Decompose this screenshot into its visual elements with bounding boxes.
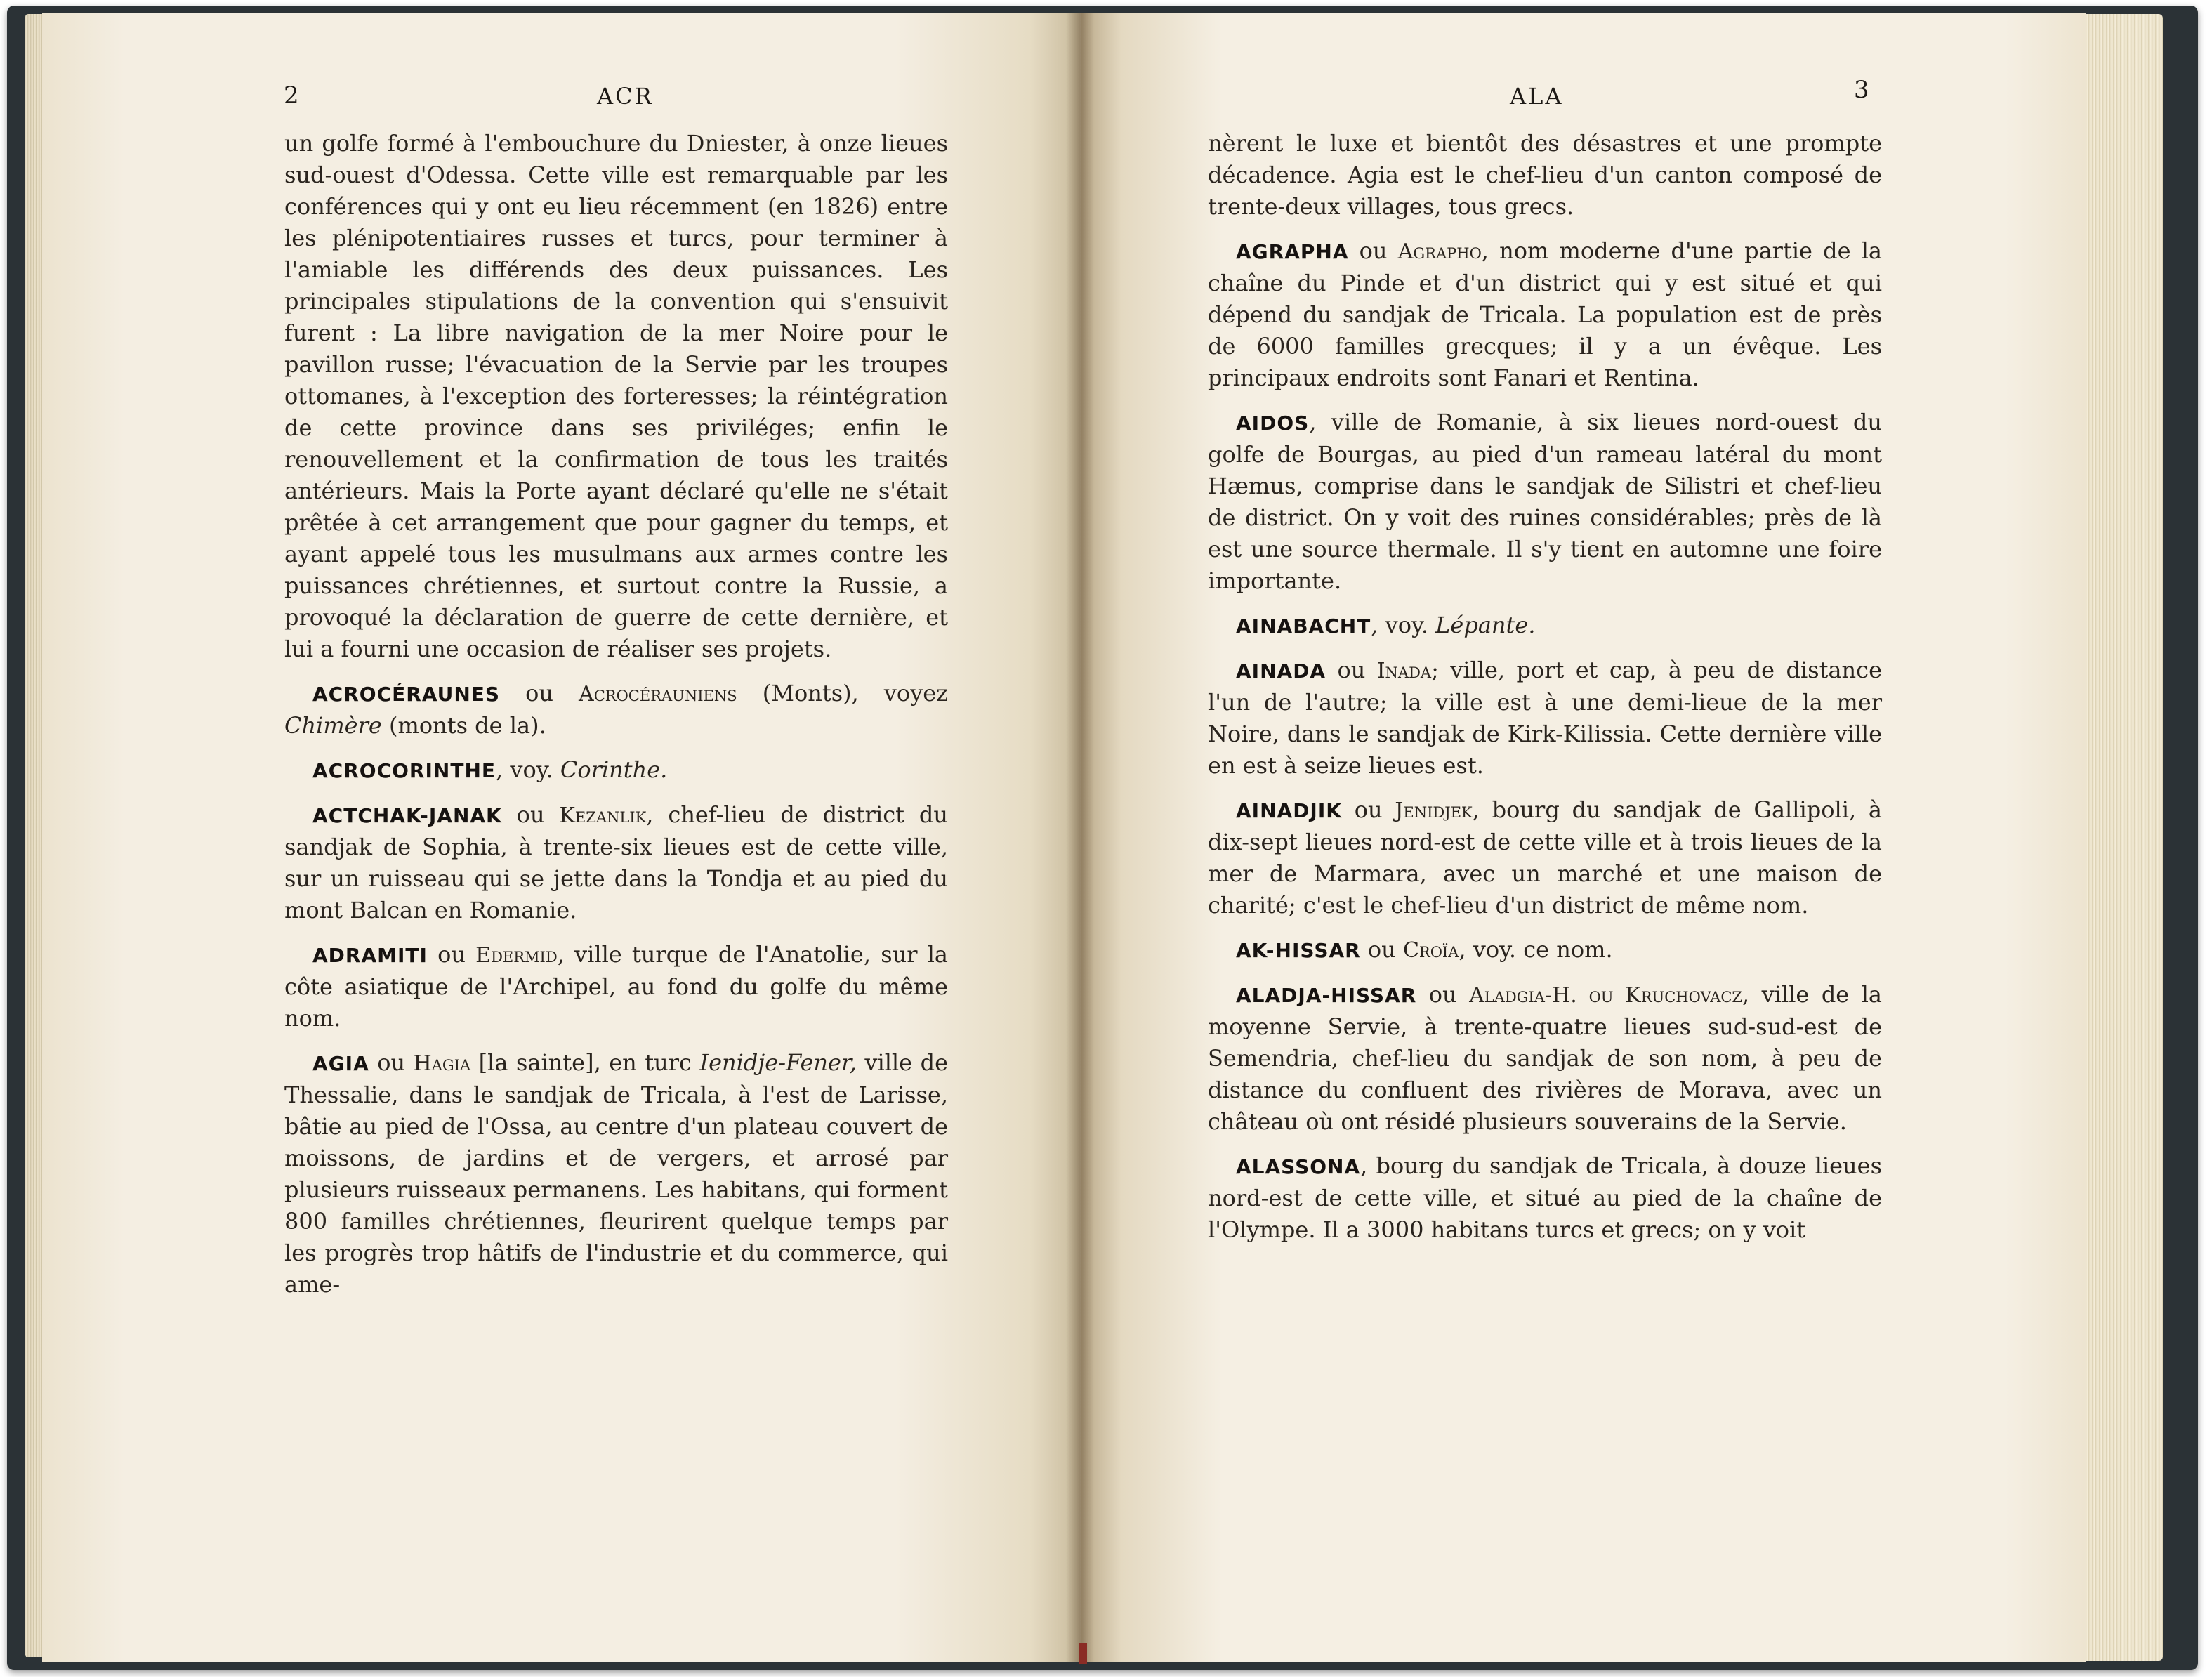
entry-body: , bourg du sandjak de Tricala, à douze lieues nord-est de cette ville, et situé au pied de la chaîne de l'Olympe. Il a 3000 habitans turcs et grecs; on y voit: [1208, 1152, 1882, 1243]
entry-body: , ville turque de l'Anatolie, sur la côte asiatique de l'Archipel, au fond du golfe du même nom.: [284, 941, 948, 1032]
entry-variant-name: Inada: [1376, 659, 1432, 683]
entry-headword: AINABACHT: [1236, 614, 1371, 638]
entry-body-continued: (monts de la).: [389, 712, 546, 739]
entry-headword: ACROCORINTHE: [312, 759, 496, 782]
paragraph-text: nèrent le luxe et bientôt des désastres et une prompte décadence. Agia est le chef-lieu d'un canton composé de trente-deux villages, tous grecs.: [1208, 130, 1882, 220]
dictionary-entry: [1208, 934, 1882, 966]
entry-body-continued: ville de Thessalie, dans le sandjak de Tricala, à l'est de Larisse, bâtie au pied de l'Ossa, au centre d'un plateau couvert de moissons, de jardins et de vergers, et arrosé par plusieurs ruisseaux permanens. Les habitans, qui forment 800 familles chrétiennes, fleurirent quelque temps par les progrès trop hâtifs de l'industrie et du commerce, qui ame-: [284, 1049, 948, 1298]
entry-headword: ALADJA-HISSAR: [1236, 984, 1417, 1007]
dictionary-entry: [1208, 407, 1882, 597]
entry-body: , voy. ce nom.: [1459, 936, 1613, 963]
dictionary-entry: [284, 939, 948, 1034]
entry-text: ALADJA-HISSAR ou Aladgia-H. ou Kruchovacz, ville de la moyenne Servie, à trente-quatre lieues sud-sud-est de Semendria, chef-lieu du sandjak de son nom, à peu de distance du confluent des rivières de Morava, avec un château où ont résidé plusieurs souverains de la Servie.: [1208, 981, 1883, 1135]
entry-headword: AGIA: [312, 1052, 369, 1075]
entry-text: ACROCÉRAUNES ou Acrocérauniens (Monts), voyez Chimère (monts de la).: [284, 680, 949, 739]
continued-paragraph: [1208, 128, 1882, 223]
right-running-head: ALA: [1510, 83, 1564, 110]
right-page-number: 3: [1854, 76, 1869, 104]
entry-text: [1208, 610, 1882, 642]
entry-text: AGRAPHA ou Agrapho, nom moderne d'une partie de la chaîne du Pinde et d'un district qui y est situé et qui dépend du sandjak de Tricala. La population est de près de 6000 familles grecques; il y a un évêque. Les principaux endroits sont Fanari et Rentina.: [1208, 237, 1883, 391]
entry-list: [284, 678, 948, 1301]
entry-list: [1208, 235, 1882, 1246]
entry-body: (Monts), voyez: [762, 680, 949, 706]
entry-text: AGIA ou Hagia [la sainte], en turc Ienidje-Fener, ville de Thessalie, dans le sandjak de Tricala, à l'est de Larisse, bâtie au pied de l'Ossa, au centre d'un plateau couvert de moissons, de jardins et de vergers, et arrosé par plusieurs ruisseaux permanens. Les habitans, qui forment 800 familles chrétiennes, fleurirent quelque temps par les progrès trop hâtifs de l'industrie et du commerce, qui ame-: [284, 1049, 948, 1298]
entry-headword: AINADJIK: [1236, 799, 1342, 822]
entry-headword: ACTCHAK-JANAK: [312, 804, 502, 827]
left-text-column: [284, 128, 948, 1313]
entry-headword: AGRAPHA: [1236, 240, 1349, 263]
page-edges-right: [2079, 14, 2163, 1661]
paragraph-text: un golfe formé à l'embouchure du Dniester, à onze lieues sud-ouest d'Odessa. Cette ville est remarquable par les conférences qui y ont eu lieu récemment (en 1826) entre les plénipotentiaires russes et turcs, pour terminer à l'amiable les différends des deux puissances. Les principales stipulations de la convention qui s'ensuivit furent : La libre navigation de la mer Noire pour le pavillon russe; l'évacuation de la Servie par les troupes ottomanes, à l'exception des forteresses; la réintégration de cette province dans ses priviléges; enfin le renouvellement et la confirmation de tous les traités antérieurs. Mais la Porte ayant déclaré qu'elle ne s'était prêtée à cet arrangement que pour gagner du temps, et ayant appelé tous les musulmans aux armes contre les puissances chrétiennes, et surtout contre la Russie, a provoqué la déclaration de guerre de cette dernière, et lui a fourni une occasion de réaliser ses projets.: [284, 130, 948, 662]
entry-body: [la sainte], en turc: [478, 1049, 692, 1076]
dictionary-entry: [1208, 235, 1882, 394]
entry-body: , ville de Romanie, à six lieues nord-ouest du golfe de Bourgas, au pied d'un rameau latéral du mont Hæmus, comprise dans le sandjak de Silistri et chef-lieu de district. On y voit des ruines considérables; près de là est une source thermale. Il s'y tient en automne une foire importante.: [1208, 409, 1882, 594]
entry-text: AINADJIK ou Jenidjek, bourg du sandjak de Gallipoli, à dix-sept lieues nord-est de cette ville et à trois lieues de la mer de Marmara, avec un marché et une maison de charité; c'est le chef-lieu d'un district de même nom.: [1208, 796, 1883, 919]
entry-text: AINADA ou Inada; ville, port et cap, à peu de distance l'un de l'autre; la ville est à une demi-lieue de la mer Noire, dans le sandjak de Kirk-Kilissia. Cette dernière ville en est à seize lieues est.: [1208, 657, 1883, 779]
entry-crossref: Corinthe.: [560, 756, 668, 783]
book-gutter: [1066, 13, 1094, 1662]
entry-variant-name: Edermid: [475, 943, 558, 968]
dictionary-entry: [284, 678, 948, 742]
entry-body: , voy.: [496, 756, 553, 783]
entry-headword: AINADA: [1236, 659, 1326, 683]
dictionary-entry: [1208, 610, 1882, 642]
left-page-number: 2: [284, 81, 299, 110]
right-text-column: [1208, 128, 1882, 1258]
entry-variant-name: Kezanlik: [559, 803, 647, 828]
entry-variant-name: Acrocérauniens: [579, 682, 737, 706]
entry-headword: ALASSONA: [1236, 1155, 1361, 1178]
entry-body: , ville de la moyenne Servie, à trente-quatre lieues sud-sud-est de Semendria, chef-lieu du sandjak de son nom, à peu de distance du confluent des rivières de Morava, avec un château où ont résidé plusieurs souverains de la Servie.: [1208, 981, 1883, 1135]
left-running-head: ACR: [597, 83, 654, 110]
entry-variant-name: Croïa: [1402, 938, 1459, 963]
entry-crossref: Ienidje-Fener,: [699, 1049, 857, 1076]
entry-text: AK-HISSAR ou Croïa, voy. ce nom.: [1236, 936, 1613, 963]
entry-headword: AIDOS: [1236, 412, 1310, 435]
entry-headword: AK-HISSAR: [1236, 939, 1361, 962]
entry-headword: ADRAMITI: [312, 944, 428, 967]
continued-paragraph: [284, 128, 948, 665]
entry-text: ACTCHAK-JANAK ou Kezanlik, chef-lieu de district du sandjak de Sophia, à trente-six lieues est de cette ville, sur un ruisseau qui se jette dans la Tondja et au pied du mont Balcan en Romanie.: [284, 801, 949, 923]
dictionary-entry: [284, 1047, 948, 1301]
entry-text: [1208, 1150, 1882, 1246]
entry-text: [1208, 407, 1882, 597]
entry-headword: ACROCÉRAUNES: [312, 683, 501, 706]
dictionary-entry: [1208, 794, 1882, 921]
entry-variant-name: Agrapho: [1397, 239, 1482, 264]
entry-text: ADRAMITI ou Edermid, ville turque de l'Anatolie, sur la côte asiatique de l'Archipel, au fond du golfe du même nom.: [284, 941, 948, 1032]
entry-body: , voy.: [1371, 612, 1428, 638]
dictionary-entry: [1208, 979, 1882, 1138]
entry-text: [284, 754, 948, 787]
entry-variant-name: Hagia: [413, 1051, 471, 1076]
entry-body: , chef-lieu de district du sandjak de Sophia, à trente-six lieues est de cette ville, sur un ruisseau qui se jette dans la Tondja et au pied du mont Balcan en Romanie.: [284, 801, 949, 923]
entry-variant-name: Aladgia-H. ou Kruchovacz: [1469, 983, 1743, 1008]
dictionary-entry: [1208, 1150, 1882, 1246]
entry-body: ; ville, port et cap, à peu de distance l'un de l'autre; la ville est à une demi-lieue de la mer Noire, dans le sandjak de Kirk-Kilissia. Cette dernière ville en est à seize lieues est.: [1208, 657, 1883, 779]
entry-body: , nom moderne d'une partie de la chaîne du Pinde et d'un district qui y est situé et qui dépend du sandjak de Tricala. La population est de près de 6000 familles grecques; il y a un évêque. Les principaux endroits sont Fanari et Rentina.: [1208, 237, 1883, 391]
dictionary-entry: [284, 754, 948, 787]
dictionary-entry: [1208, 655, 1882, 782]
entry-variant-name: Jenidjek: [1395, 798, 1473, 823]
headband: [1079, 1643, 1087, 1664]
entry-crossref: Lépante.: [1435, 612, 1536, 638]
entry-body: , bourg du sandjak de Gallipoli, à dix-sept lieues nord-est de cette ville et à trois lieues de la mer de Marmara, avec un marché et une maison de charité; c'est le chef-lieu d'un district de même nom.: [1208, 796, 1883, 919]
dictionary-entry: [284, 799, 948, 926]
entry-crossref: Chimère: [284, 712, 382, 739]
